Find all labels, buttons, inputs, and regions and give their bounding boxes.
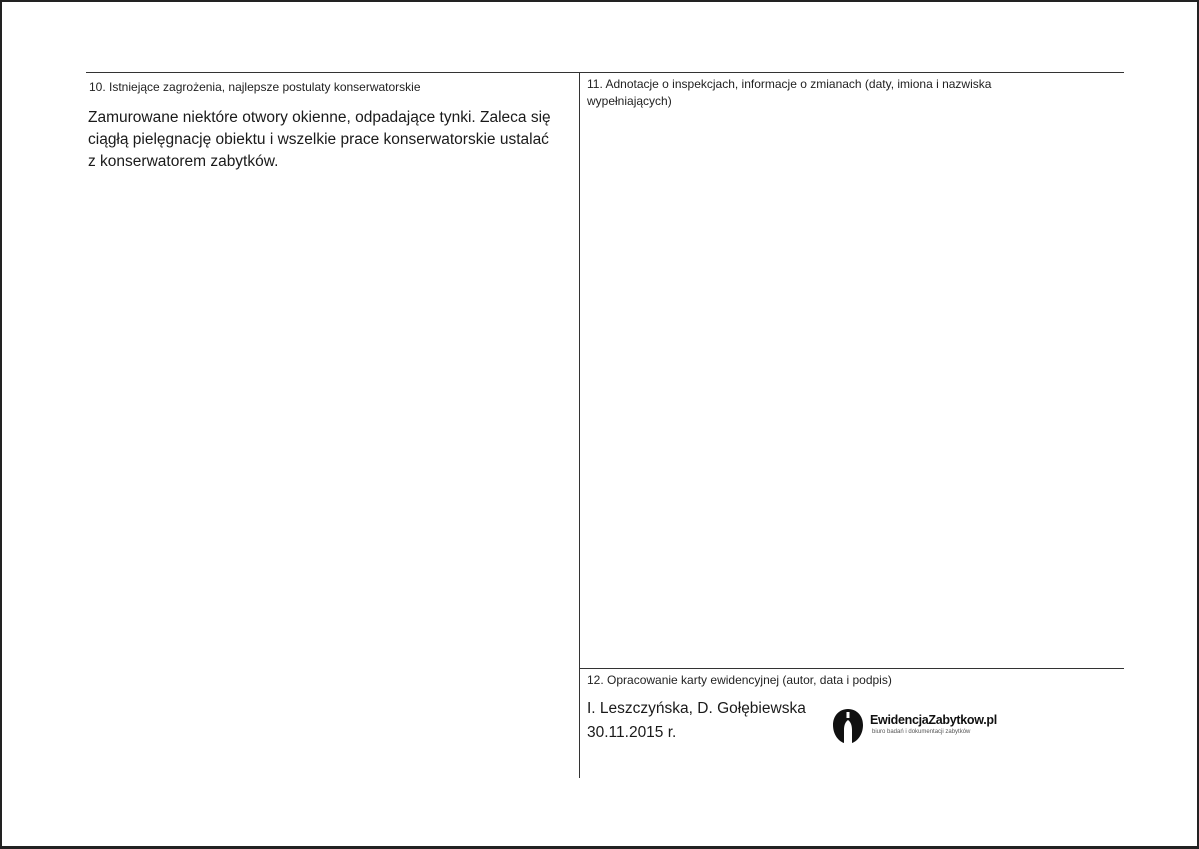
- stamp-title: EwidencjaZabytkow.pl: [870, 713, 997, 727]
- building-silhouette-icon: [832, 708, 864, 744]
- section10-label: 10. Istniejące zagrożenia, najlepsze postulaty konserwatorskie: [89, 80, 421, 94]
- section10-line-2: ciągłą pielęgnację obiektu i wszelkie prace konserwatorskie ustalać: [88, 131, 549, 148]
- section11-label-line-2: wypełniających): [587, 94, 672, 108]
- section12-label: 12. Opracowanie karty ewidencyjnej (autor, data i podpis): [587, 673, 892, 687]
- section12-content: [587, 697, 806, 745]
- stamp-subtitle: biuro badań i dokumentacji zabytków: [872, 729, 971, 735]
- section10-text: [88, 107, 572, 173]
- section11-label: [587, 76, 1117, 110]
- section12-authors: I. Leszczyńska, D. Gołębiewska: [587, 700, 806, 717]
- section10-line-1: Zamurowane niektóre otwory okienne, odpadające tynki. Zaleca się: [88, 109, 551, 126]
- section11-label-line-1: 11. Adnotacje o inspekcjach, informacje o zmianach (daty, imiona i nazwiska: [587, 77, 992, 91]
- section12-rule: [579, 668, 1124, 669]
- section12-date: 30.11.2015 r.: [587, 724, 677, 741]
- ewidencja-stamp: [832, 708, 1002, 748]
- top-rule: [86, 72, 1124, 73]
- column-divider: [579, 72, 580, 778]
- section10-line-3: z konserwatorem zabytków.: [88, 153, 279, 170]
